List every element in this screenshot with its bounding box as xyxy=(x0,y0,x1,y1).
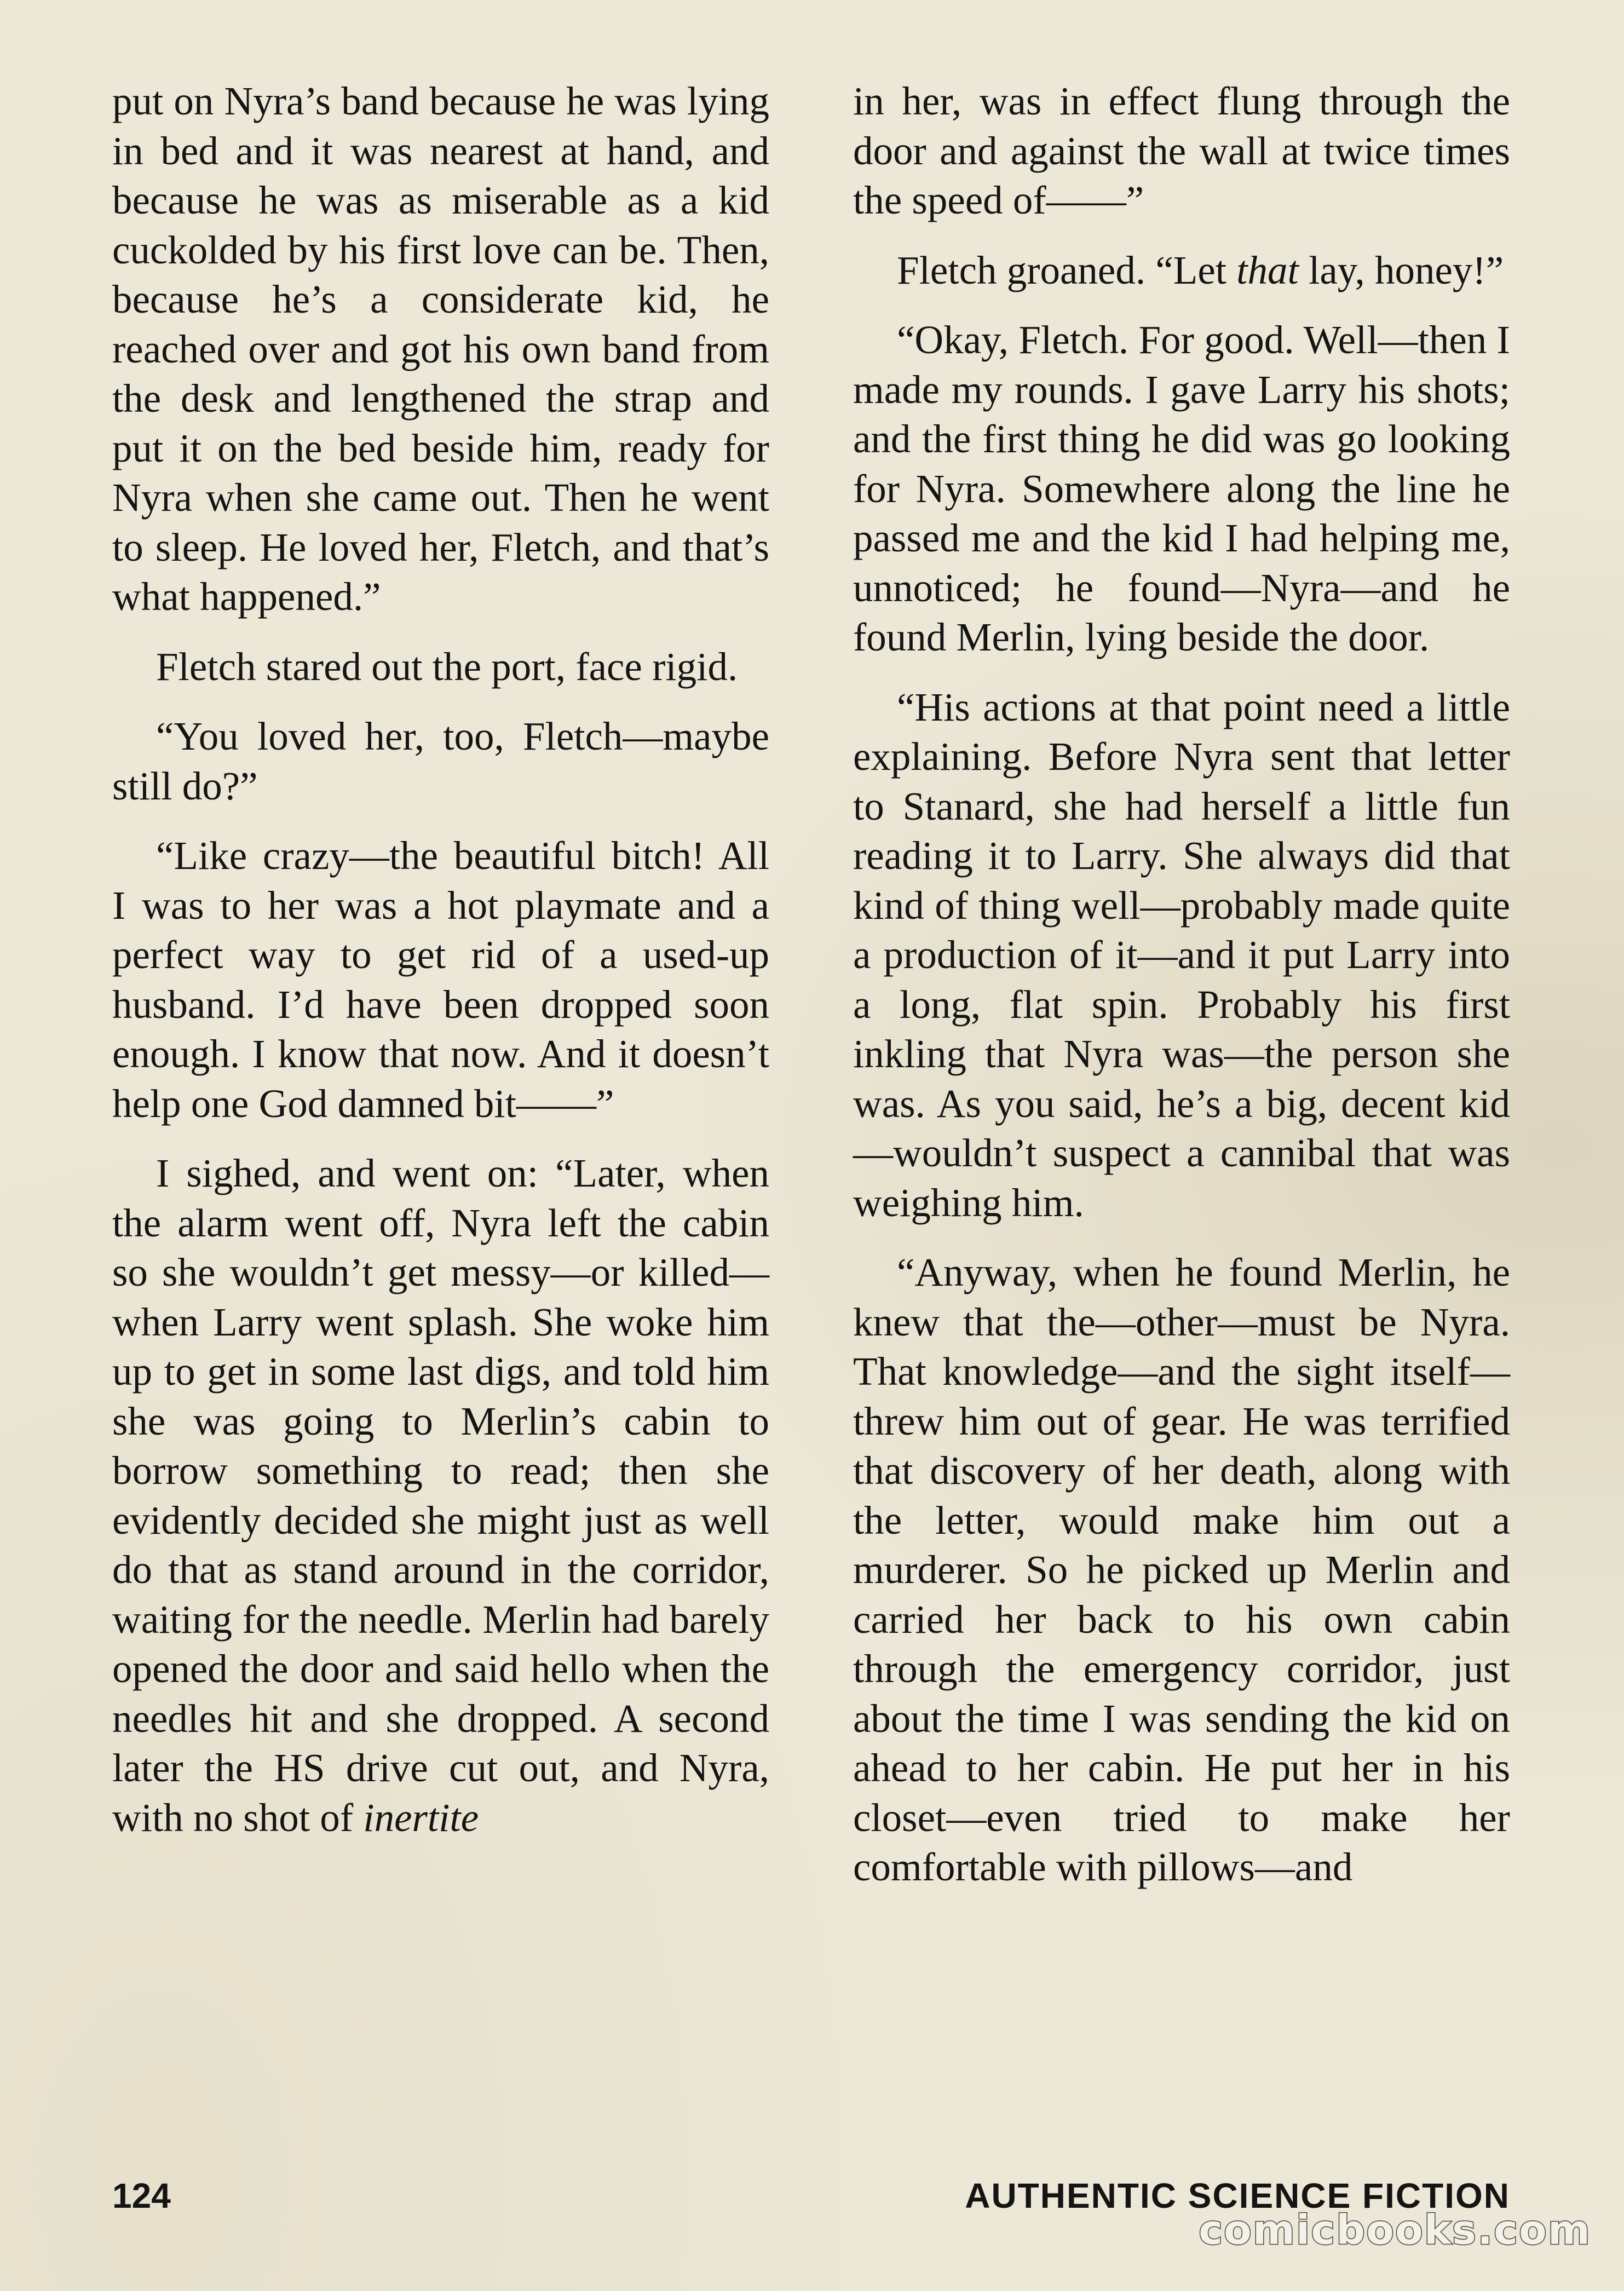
paragraph: Fletch stared out the port, face rigid. xyxy=(156,644,738,689)
italic-text: that xyxy=(1236,247,1299,292)
watermark: comicbooks.com xyxy=(1199,2207,1591,2254)
left-text-column xyxy=(112,77,769,1843)
paragraph: “Okay, Fletch. For good. Well—then I made my rounds. I gave Larry his shots; and the first thing he did was go looking for Nyra. Somewhere along the line he passed me and the kid I had helping me, unnoticed; he found—Nyra—and he found Merlin, lying beside the door. xyxy=(853,318,1510,659)
right-text-column xyxy=(853,77,1510,1892)
paragraph: Fletch groaned. “Let that lay, honey!” xyxy=(897,247,1504,292)
paragraph: “His actions at that point need a little explaining. Before Nyra sent that letter to Stanard, she had herself a little fun reading it to Larry. She always did that kind of thing well—probably made quite a production of it—and it put Larry into a long, flat spin. Probably his first inkling that Nyra was—the person she was. As you said, he’s a big, decent kid—wouldn’t suspect a cannibal that was weighing him. xyxy=(853,684,1510,1225)
page-number: 124 xyxy=(112,2176,171,2215)
paragraph: “Like crazy—the beautiful bitch! All I was to her was a hot playmate and a perfect way to get rid of a used-up husband. I’d have been dropped soon enough. I know that now. And it doesn’t help one God damned bit——” xyxy=(112,833,769,1126)
running-title: AUTHENTIC SCIENCE FICTION xyxy=(965,2176,1510,2215)
paragraph: put on Nyra’s band because he was lying in bed and it was nearest at hand, and because he was as miserable as a kid cuckolded by his first love can be. Then, because he’s a considerate kid, he reached over and got his own band from the desk and lengthened the strap and put it on the bed beside him, ready for Nyra when she came out. Then he went to sleep. He loved her, Fletch, and that’s what happened.” xyxy=(112,79,769,619)
paragraph: I sighed, and went on: “Later, when the alarm went off, Nyra left the cabin so she wouldn’t get messy—or killed—when Larry went splash. She woke him up to get in some last digs, and told him she was going to Merlin’s cabin to borrow something to read; then she evidently decided she might just as well do that as stand around in the corridor, waiting for the needle. Merlin had barely opened the door and said hello when the needles hit and she dropped. A second later the HS drive cut out, and Nyra, with no shot of inertite xyxy=(112,1151,769,1840)
paragraph: “Anyway, when he found Merlin, he knew that the—other—must be Nyra. That knowledge—and the sight itself—threw him out of gear. He was terrified that discovery of her death, along with the letter, would make him out a murderer. So he picked up Merlin and carried her back to his own cabin through the emergency corridor, just about the time I was sending the kid on ahead to her cabin. He put her in his closet—even tried to make her comfortable with pillows—and xyxy=(853,1250,1510,1889)
paragraph: in her, was in effect flung through the door and against the wall at twice times the speed of——” xyxy=(853,79,1510,222)
paragraph: “You loved her, too, Fletch—maybe still do?” xyxy=(112,714,769,808)
italic-text: inertite xyxy=(363,1795,479,1840)
